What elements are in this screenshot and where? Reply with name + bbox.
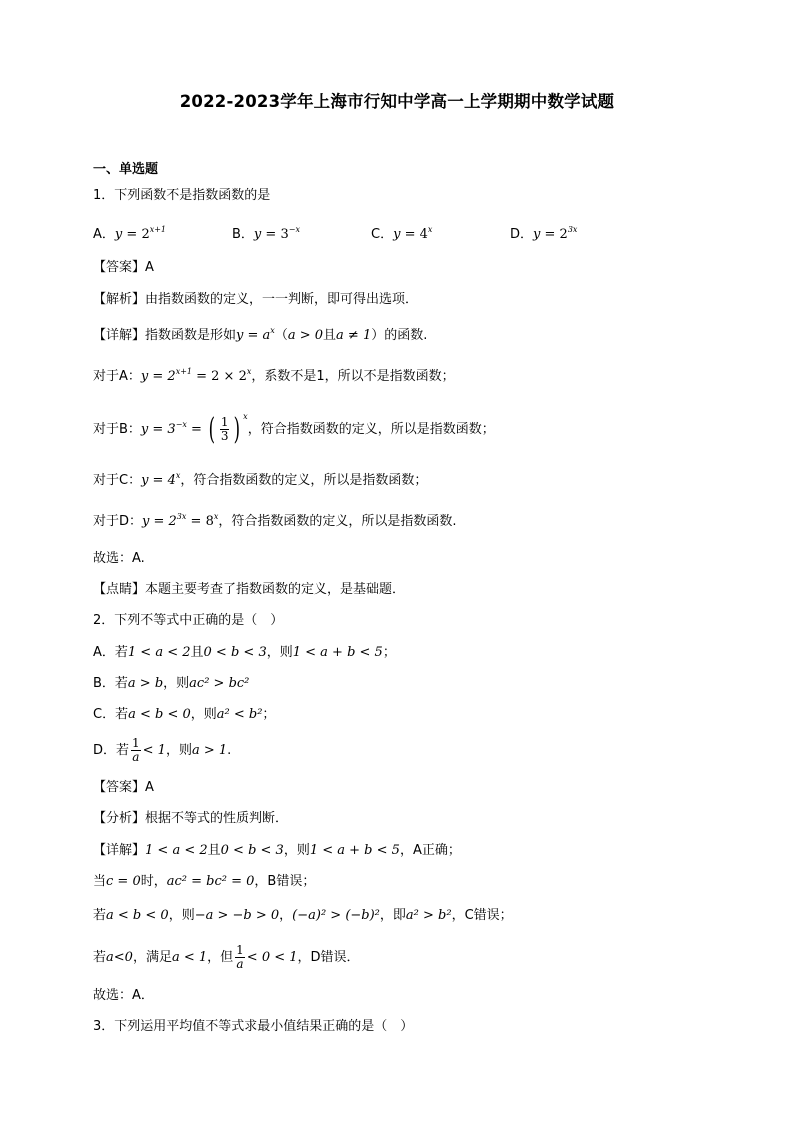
q1-option-c: C．$y = 4^x$ (371, 225, 433, 242)
q1-choose: 故选：A. (93, 551, 145, 566)
q1-detail-d: 对于D：$y = 2^{3x} = 8^x$，符合指数函数的定义，所以是指数函数. (93, 512, 457, 529)
q1-stem: 1．下列函数不是指数函数的是 (93, 188, 271, 203)
q1-analysis: 【解析】由指数函数的定义，一一判断，即可得出选项． (93, 292, 419, 307)
q2-detail-b: 当c = 0时，ac² = bc² = 0，B错误； (93, 874, 316, 889)
q2-detail: 【详解】1 < a < 2且0 < b < 3，则1 < a + b < 5，A正确； (93, 843, 461, 858)
q1-detail-c: 对于C：$y = 4^x$，符合指数函数的定义，所以是指数函数； (93, 471, 428, 488)
section-heading: 一、单选题 (93, 162, 159, 177)
q1-option-d: D．$y = 2^{3x}$ (510, 225, 578, 242)
q2-analysis: 【分析】根据不等式的性质判断． (93, 811, 289, 826)
q2-stem: 2．下列不等式中正确的是（ ） (93, 613, 284, 628)
q2-choose: 故选：A． (93, 988, 154, 1003)
q2-option-d: D．若 $\frac{1}{a}$ < 1，则a > 1. (93, 736, 232, 764)
q2-detail-d: 若a<0，满足a < 1，但 $\frac{1}{a}$ < 0 < 1，D错误． (93, 943, 360, 971)
q2-option-c: C．若a < b < 0，则a² < b²； (93, 707, 276, 722)
q1-detail: 【详解】指数函数是形如$y = a^x(a > 0$且a ≠ 1）的函数. (93, 326, 428, 343)
fraction-one-over-a: $\frac{1}{a}$ (236, 943, 244, 971)
q2-detail-c: 若a < b < 0，则−a > −b > 0，(−a)² > (−b)²，即a² > b²，C错误； (93, 908, 513, 923)
fraction-one-over-a: $\frac{1}{a}$ (132, 736, 140, 764)
q2-option-a: A．若1 < a < 2且0 < b < 3，则1 < a + b < 5； (93, 645, 396, 660)
q3-stem: 3．下列运用平均值不等式求最小值结果正确的是（ ） (93, 1019, 414, 1034)
q1-detail-a: 对于A：$y = 2^{x+1} = 2 \times 2^x$，系数不是1，所以不是指数函数； (93, 367, 455, 384)
q1-comment: 【点睛】本题主要考查了指数函数的定义，是基础题． (93, 582, 406, 597)
q2-answer: 【答案】A (93, 780, 154, 795)
q1-option-b: B．$y = 3^{-x}$ (232, 225, 300, 242)
page-title: 2022-2023学年上海市行知中学高一上学期期中数学试题 (179, 92, 615, 111)
q1-option-a: A．$y = 2^{x+1}$ (93, 225, 167, 242)
fraction-one-third: $\frac{1}{3}$ (220, 415, 229, 443)
q1-answer: 【答案】A (93, 260, 154, 275)
q1-detail-b: 对于B：$y = 3^{-x}$ = ( $\frac{1}{3}$ ) $^x$，符合指数函数的定义，所以是指数函数； (93, 411, 495, 447)
q2-option-b: B．若a > b，则ac² > bc² (93, 676, 250, 691)
